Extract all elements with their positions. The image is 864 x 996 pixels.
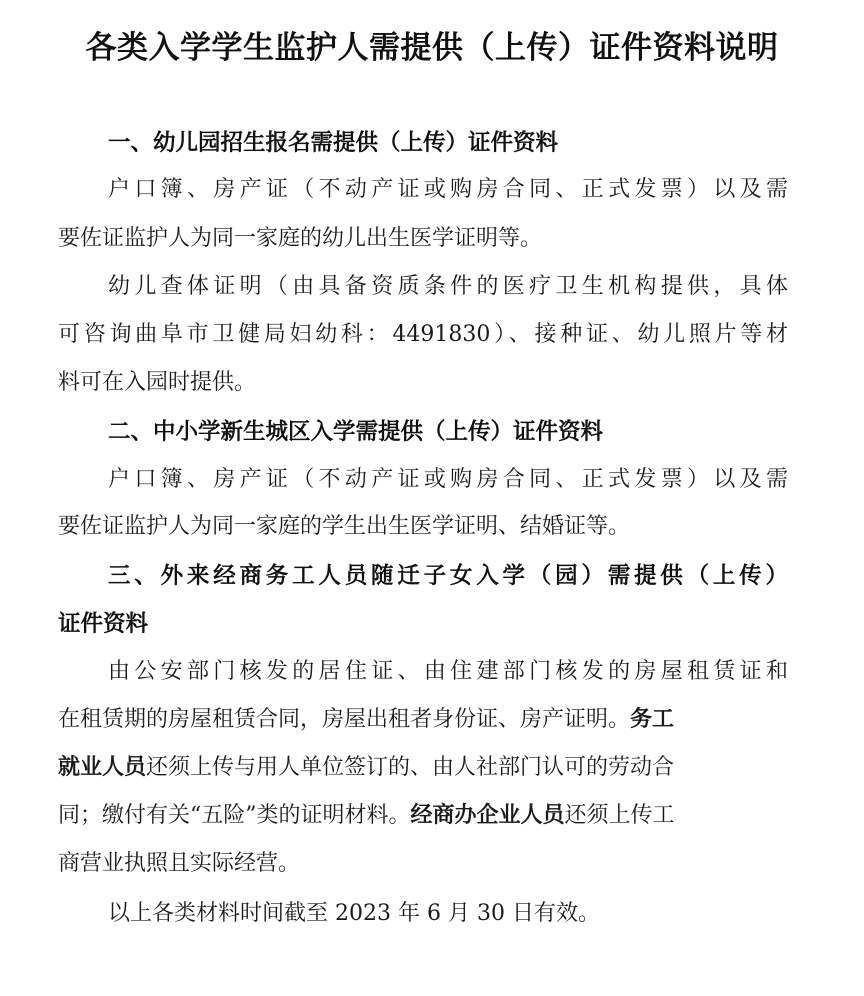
section3-paragraph1-line3 — [0, 751, 864, 785]
section3-line4-text-a: 同；缴付有关“五险”类的证明材料。 — [58, 803, 411, 828]
emphasis-wugong: 务工 — [630, 707, 675, 732]
section1-paragraph2-line1: 幼儿查体证明（由具备资质条件的医疗卫生机构提供，具体 — [108, 274, 788, 299]
section3-line3-text: 还须上传与用人单位签订的、由人社部门认可的劳动合 — [146, 755, 675, 780]
section2-paragraph1-line2: 要佐证监护人为同一家庭的学生出生医学证明、结婚证等。 — [58, 514, 631, 539]
section1-paragraph1-line1: 户口簿、房产证（不动产证或购房合同、正式发票）以及需 — [108, 177, 788, 202]
emphasis-jiuye-renyuan: 就业人员 — [58, 755, 147, 780]
section3-line2-text: 在租赁期的房屋租赁合同，房屋出租者身份证、房产证明。 — [58, 707, 631, 732]
section3-heading-line2: 证件资料 — [58, 611, 149, 637]
section1-paragraph1-line2: 要佐证监护人为同一家庭的幼儿出生医学证明等。 — [58, 226, 543, 251]
validity-note: 以上各类材料时间截至 2023 年 6 月 30 日有效。 — [108, 901, 600, 926]
section3-paragraph1-line4 — [0, 799, 864, 833]
section3-paragraph1-line5: 商营业执照且实际经营。 — [58, 851, 301, 876]
emphasis-jingshang-renyuan: 经商办企业人员 — [410, 803, 565, 828]
section3-line4-text-c: 还须上传工 — [564, 803, 675, 828]
section3-paragraph1-line1: 由公安部门核发的居住证、由住建部门核发的房屋租赁证和 — [108, 659, 788, 684]
page-title: 各类入学学生监护人需提供（上传）证件资料说明 — [85, 30, 779, 66]
section3-paragraph1-line2 — [0, 703, 864, 737]
section2-paragraph1-line1: 户口簿、房产证（不动产证或购房合同、正式发票）以及需 — [108, 467, 788, 492]
section2-heading: 二、中小学新生城区入学需提供（上传）证件资料 — [108, 419, 604, 445]
section1-paragraph2-line3: 料可在入园时提供。 — [58, 370, 257, 395]
section1-heading: 一、幼儿园招生报名需提供（上传）证件资料 — [108, 130, 559, 156]
section1-paragraph2-line2: 可咨询曲阜市卫健局妇幼科：4491830）、接种证、幼儿照片等材 — [58, 322, 788, 347]
section3-heading-line1: 三、外来经商务工人员随迁子女入学（园）需提供（上传） — [108, 563, 788, 589]
